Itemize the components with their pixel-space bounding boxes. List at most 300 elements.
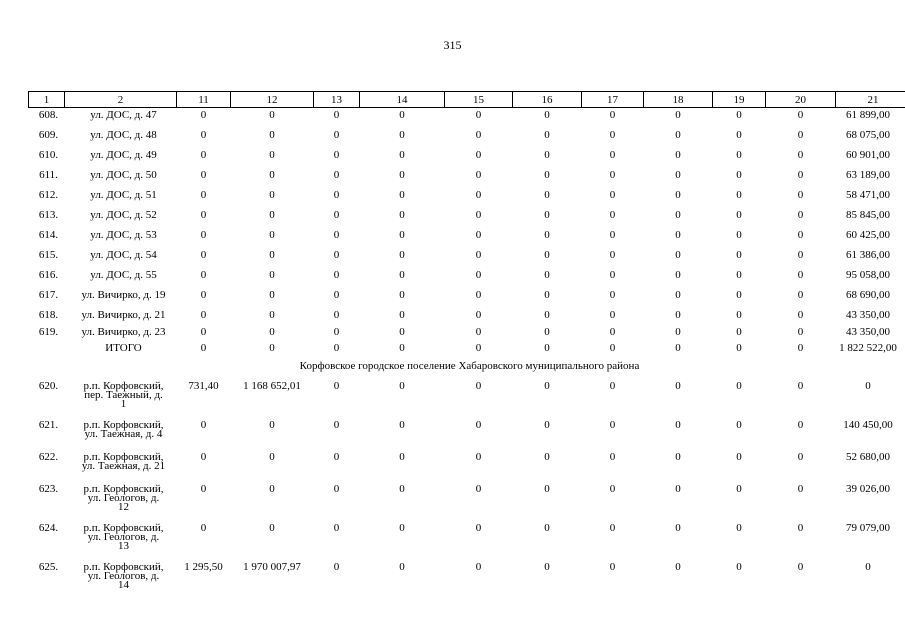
table-row: [29, 268, 905, 288]
value-cell: 0: [399, 379, 405, 392]
value-cell: 0: [736, 188, 742, 201]
address-line: 14: [118, 578, 129, 591]
value-cell: 0: [200, 341, 207, 354]
address-line: р.п. Корфовский,: [83, 482, 164, 495]
value-cell: 0: [736, 288, 742, 301]
value-cell: 0: [675, 228, 681, 241]
column-header: 16: [513, 92, 582, 108]
value-cell: 0: [544, 228, 550, 241]
value-cell: 0: [399, 188, 405, 201]
value-cell: 0: [399, 168, 405, 181]
total-row: [29, 342, 905, 357]
row-number: 621.: [38, 418, 59, 431]
value-cell: 0: [675, 325, 681, 338]
address-line: 12: [118, 500, 129, 513]
value-cell: 0: [544, 379, 550, 392]
column-header: 14: [360, 92, 445, 108]
value-cell: 0: [269, 148, 275, 161]
table-row: [29, 288, 905, 308]
table-row: [29, 168, 905, 188]
value-cell: 0: [475, 325, 482, 338]
value-cell: 0: [736, 308, 742, 321]
total-value-cell: 85 845,00: [846, 208, 890, 221]
value-cell: 0: [675, 248, 681, 261]
value-cell: 0: [609, 228, 616, 241]
value-cell: 0: [200, 288, 207, 301]
value-cell: 0: [399, 308, 405, 321]
address-cell: ул. ДОС, д. 52: [90, 208, 157, 221]
value-cell: 0: [269, 109, 275, 121]
total-label: ИТОГО: [105, 341, 142, 354]
address-line: р.п. Корфовский,: [83, 379, 164, 392]
value-cell: 0: [269, 521, 275, 534]
value-cell: 0: [736, 560, 742, 573]
total-value-cell: 68 075,00: [846, 128, 890, 141]
value-cell: 0: [475, 308, 482, 321]
row-number: 610.: [38, 148, 59, 161]
value-cell: 0: [609, 268, 616, 281]
value-cell: 0: [333, 560, 340, 573]
address-line: р.п. Корфовский,: [83, 418, 164, 431]
value-cell: 0: [269, 228, 275, 241]
value-cell: 0: [475, 450, 482, 463]
value-cell: 0: [736, 325, 742, 338]
address-cell: ул. ДОС, д. 48: [90, 128, 157, 141]
value-cell: 0: [736, 248, 742, 261]
value-cell: 0: [736, 379, 742, 392]
value-cell: 1 168 652,01: [243, 379, 301, 392]
total-value-cell: 63 189,00: [846, 168, 890, 181]
table-row: [29, 248, 905, 268]
value-cell: 0: [475, 379, 482, 392]
value-cell: 0: [200, 188, 207, 201]
table-row: [29, 416, 905, 448]
value-cell: 0: [544, 208, 550, 221]
value-cell: 0: [544, 109, 550, 121]
value-cell: 0: [475, 418, 482, 431]
value-cell: 0: [797, 379, 804, 392]
table-row: [29, 325, 905, 342]
value-cell: 0: [544, 482, 550, 495]
value-cell: 0: [269, 341, 275, 354]
total-value-cell: 79 079,00: [846, 521, 890, 534]
row-number: 614.: [38, 228, 59, 241]
row-number: 612.: [38, 188, 59, 201]
address-line: ул. Геологов, д.: [87, 491, 160, 504]
table-row: [29, 148, 905, 168]
value-cell: 0: [609, 109, 616, 121]
value-cell: 0: [399, 325, 405, 338]
value-cell: 1 970 007,97: [243, 560, 301, 573]
value-cell: 0: [609, 188, 616, 201]
total-value-cell: 140 450,00: [843, 418, 893, 431]
value-cell: 0: [544, 188, 550, 201]
value-cell: 0: [269, 418, 275, 431]
value-cell: 0: [333, 228, 340, 241]
address-cell: ул. ДОС, д. 47: [90, 109, 157, 121]
section-row: [29, 357, 905, 377]
value-cell: 0: [544, 308, 550, 321]
value-cell: 0: [797, 308, 804, 321]
value-cell: 0: [675, 268, 681, 281]
address-line: ул. Геологов, д.: [87, 569, 160, 582]
value-cell: 0: [475, 268, 482, 281]
value-cell: 0: [544, 341, 550, 354]
value-cell: 0: [200, 248, 207, 261]
value-cell: 0: [475, 482, 482, 495]
value-cell: 0: [736, 268, 742, 281]
value-cell: 0: [675, 168, 681, 181]
value-cell: 0: [333, 482, 340, 495]
total-value-cell: 1 822 522,00: [839, 341, 897, 354]
value-cell: 0: [797, 482, 804, 495]
value-cell: 0: [675, 188, 681, 201]
value-cell: 0: [269, 248, 275, 261]
row-number: 625.: [38, 560, 59, 573]
address-cell: [65, 377, 177, 416]
value-cell: 0: [475, 128, 482, 141]
address-cell: ул. ДОС, д. 49: [90, 148, 157, 161]
value-cell: 0: [200, 109, 207, 121]
value-cell: 0: [475, 168, 482, 181]
value-cell: 0: [200, 168, 207, 181]
value-cell: 0: [609, 308, 616, 321]
value-cell: 0: [333, 308, 340, 321]
value-cell: 0: [475, 521, 482, 534]
value-cell: 0: [675, 308, 681, 321]
value-cell: 0: [544, 128, 550, 141]
address-line: пер. Таежный, д.: [84, 388, 163, 401]
value-cell: 0: [736, 109, 742, 121]
value-cell: 0: [200, 128, 207, 141]
row-number: 623.: [38, 482, 59, 495]
value-cell: 0: [269, 288, 275, 301]
address-cell: ул. Вичирко, д. 19: [81, 288, 166, 301]
value-cell: 0: [675, 208, 681, 221]
value-cell: 0: [797, 521, 804, 534]
value-cell: 0: [544, 148, 550, 161]
value-cell: 0: [475, 208, 482, 221]
value-cell: 0: [333, 341, 340, 354]
value-cell: 0: [200, 208, 207, 221]
value-cell: 0: [675, 341, 681, 354]
value-cell: 0: [544, 168, 550, 181]
table-row: [29, 188, 905, 208]
address-line: 1: [120, 397, 127, 410]
value-cell: 0: [475, 109, 482, 121]
address-cell: ул. ДОС, д. 51: [90, 188, 157, 201]
value-cell: 0: [736, 450, 742, 463]
value-cell: 0: [736, 482, 742, 495]
address-cell: [65, 480, 177, 519]
value-cell: 0: [609, 560, 616, 573]
value-cell: 0: [797, 268, 804, 281]
value-cell: 0: [736, 341, 742, 354]
column-header: 17: [582, 92, 644, 108]
address-line: ул. Геологов, д.: [87, 530, 160, 543]
value-cell: 0: [269, 325, 275, 338]
column-header: 13: [314, 92, 360, 108]
column-header: 21: [836, 92, 905, 108]
value-cell: 0: [399, 208, 405, 221]
address-line: р.п. Корфовский,: [83, 521, 164, 534]
value-cell: 0: [675, 482, 681, 495]
total-value-cell: 60 425,00: [846, 228, 890, 241]
total-value-cell: 60 901,00: [846, 148, 890, 161]
row-number: 609.: [38, 128, 59, 141]
value-cell: 0: [675, 379, 681, 392]
row-number: 622.: [38, 450, 59, 463]
address-cell: ул. ДОС, д. 54: [90, 248, 157, 261]
header-row: [29, 92, 905, 108]
value-cell: 0: [797, 208, 804, 221]
value-cell: 0: [544, 450, 550, 463]
column-header: 15: [445, 92, 513, 108]
address-cell: ул. ДОС, д. 55: [90, 268, 157, 281]
value-cell: 0: [333, 109, 340, 121]
column-header: 2: [65, 92, 177, 108]
value-cell: 0: [797, 450, 804, 463]
value-cell: 0: [675, 128, 681, 141]
table-row: [29, 448, 905, 480]
value-cell: 0: [269, 188, 275, 201]
value-cell: 0: [736, 418, 742, 431]
column-header: 19: [713, 92, 766, 108]
value-cell: 0: [333, 521, 340, 534]
column-header: 1: [29, 92, 65, 108]
row-number: [29, 342, 65, 357]
value-cell: 0: [544, 560, 550, 573]
value-cell: 0: [333, 418, 340, 431]
value-cell: 0: [797, 325, 804, 338]
total-value-cell: 52 680,00: [846, 450, 890, 463]
table-row: [29, 128, 905, 148]
value-cell: 0: [200, 450, 207, 463]
total-value-cell: 95 058,00: [846, 268, 890, 281]
value-cell: 0: [475, 288, 482, 301]
row-number: 615.: [38, 248, 59, 261]
value-cell: 0: [475, 341, 482, 354]
address-cell: [65, 519, 177, 558]
value-cell: 0: [269, 168, 275, 181]
value-cell: 0: [544, 248, 550, 261]
table-row: [29, 228, 905, 248]
value-cell: 0: [797, 109, 804, 121]
value-cell: 0: [200, 521, 207, 534]
value-cell: 0: [609, 208, 616, 221]
value-cell: 0: [736, 128, 742, 141]
value-cell: 731,40: [188, 379, 219, 392]
total-value-cell: 0: [865, 379, 871, 392]
value-cell: 0: [200, 268, 207, 281]
address-cell: [65, 416, 177, 448]
value-cell: 0: [475, 148, 482, 161]
row-number: 617.: [38, 288, 59, 301]
address-line: ул. Таежная, д. 4: [84, 427, 163, 440]
value-cell: 0: [797, 148, 804, 161]
value-cell: 0: [200, 308, 207, 321]
column-header: 20: [766, 92, 836, 108]
value-cell: 0: [797, 560, 804, 573]
table-body: [29, 108, 905, 597]
value-cell: 0: [399, 560, 405, 573]
row-number: 618.: [38, 308, 59, 321]
row-number: 620.: [38, 379, 59, 392]
value-cell: 0: [736, 168, 742, 181]
value-cell: 0: [797, 341, 804, 354]
value-cell: 0: [399, 109, 405, 121]
value-cell: 0: [675, 418, 681, 431]
data-table: [28, 91, 905, 597]
total-value-cell: 61 899,00: [846, 109, 890, 121]
value-cell: 0: [609, 288, 616, 301]
value-cell: 0: [675, 148, 681, 161]
value-cell: 0: [399, 248, 405, 261]
value-cell: 0: [200, 482, 207, 495]
address-cell: [65, 448, 177, 480]
value-cell: 0: [269, 482, 275, 495]
total-value-cell: 39 026,00: [846, 482, 890, 495]
value-cell: 0: [544, 325, 550, 338]
row-number: 608.: [38, 109, 59, 121]
value-cell: 0: [399, 268, 405, 281]
value-cell: 0: [269, 308, 275, 321]
page-number: 315: [443, 38, 462, 52]
section-title: Корфовское городское поселение Хабаровского муниципального района: [299, 359, 640, 372]
row-number: 624.: [38, 521, 59, 534]
value-cell: 0: [544, 418, 550, 431]
value-cell: 0: [333, 148, 340, 161]
value-cell: 0: [736, 521, 742, 534]
value-cell: 0: [399, 228, 405, 241]
value-cell: 0: [797, 418, 804, 431]
table-row: [29, 108, 905, 128]
value-cell: 0: [200, 418, 207, 431]
value-cell: 0: [544, 288, 550, 301]
value-cell: 0: [544, 268, 550, 281]
value-cell: 0: [797, 168, 804, 181]
value-cell: 0: [544, 521, 550, 534]
value-cell: 0: [200, 148, 207, 161]
value-cell: 0: [399, 450, 405, 463]
value-cell: 0: [797, 248, 804, 261]
address-cell: ул. Вичирко, д. 21: [81, 308, 166, 321]
address-line: р.п. Корфовский,: [83, 560, 164, 573]
address-cell: ул. Вичирко, д. 23: [81, 325, 166, 338]
value-cell: 0: [609, 482, 616, 495]
value-cell: 0: [609, 418, 616, 431]
total-value-cell: 43 350,00: [846, 325, 890, 338]
table-row: [29, 480, 905, 519]
value-cell: 0: [675, 521, 681, 534]
value-cell: 0: [609, 341, 616, 354]
value-cell: 0: [333, 168, 340, 181]
column-header: 12: [231, 92, 314, 108]
value-cell: 0: [399, 341, 405, 354]
row-number: 613.: [38, 208, 59, 221]
value-cell: 0: [609, 128, 616, 141]
total-value-cell: 58 471,00: [846, 188, 890, 201]
value-cell: 0: [269, 208, 275, 221]
value-cell: 0: [269, 450, 275, 463]
value-cell: 0: [475, 560, 482, 573]
value-cell: 0: [675, 109, 681, 121]
total-value-cell: 68 690,00: [846, 288, 890, 301]
value-cell: 0: [797, 188, 804, 201]
value-cell: 0: [675, 450, 681, 463]
value-cell: 0: [333, 288, 340, 301]
value-cell: 0: [475, 188, 482, 201]
value-cell: 0: [399, 482, 405, 495]
row-number: 616.: [38, 268, 59, 281]
table-row: [29, 377, 905, 416]
value-cell: 0: [399, 418, 405, 431]
value-cell: 0: [736, 208, 742, 221]
address-line: 13: [118, 539, 129, 552]
address-cell: ул. ДОС, д. 50: [90, 168, 157, 181]
value-cell: 0: [333, 128, 340, 141]
address-cell: ул. ДОС, д. 53: [90, 228, 157, 241]
value-cell: 0: [736, 228, 742, 241]
value-cell: 0: [797, 228, 804, 241]
value-cell: 1 295,50: [184, 560, 223, 573]
value-cell: 0: [609, 379, 616, 392]
address-cell: [65, 558, 177, 597]
table-row: [29, 519, 905, 558]
row-number: 611.: [39, 168, 58, 181]
value-cell: 0: [333, 450, 340, 463]
value-cell: 0: [200, 325, 207, 338]
value-cell: 0: [399, 128, 405, 141]
value-cell: 0: [399, 288, 405, 301]
column-header: 18: [644, 92, 713, 108]
row-number: 619.: [38, 325, 59, 338]
column-header: 11: [177, 92, 231, 108]
value-cell: 0: [609, 450, 616, 463]
value-cell: 0: [475, 248, 482, 261]
total-value-cell: 0: [865, 560, 871, 573]
value-cell: 0: [333, 188, 340, 201]
value-cell: 0: [269, 268, 275, 281]
value-cell: 0: [399, 521, 405, 534]
address-line: ул. Таежная, д. 21: [81, 459, 166, 472]
value-cell: 0: [333, 325, 340, 338]
total-value-cell: 43 350,00: [846, 308, 890, 321]
value-cell: 0: [609, 521, 616, 534]
value-cell: 0: [675, 560, 681, 573]
value-cell: 0: [333, 208, 340, 221]
value-cell: 0: [333, 248, 340, 261]
table-row: [29, 308, 905, 325]
value-cell: 0: [797, 128, 804, 141]
value-cell: 0: [609, 168, 616, 181]
value-cell: 0: [333, 379, 340, 392]
value-cell: 0: [609, 248, 616, 261]
value-cell: 0: [200, 228, 207, 241]
address-line: р.п. Корфовский,: [83, 450, 164, 463]
value-cell: 0: [399, 148, 405, 161]
value-cell: 0: [269, 128, 275, 141]
value-cell: 0: [797, 288, 804, 301]
table-row: [29, 208, 905, 228]
value-cell: 0: [675, 288, 681, 301]
value-cell: 0: [736, 148, 742, 161]
value-cell: 0: [333, 268, 340, 281]
value-cell: 0: [609, 325, 616, 338]
table-row: [29, 558, 905, 597]
total-value-cell: 61 386,00: [846, 248, 890, 261]
value-cell: 0: [475, 228, 482, 241]
